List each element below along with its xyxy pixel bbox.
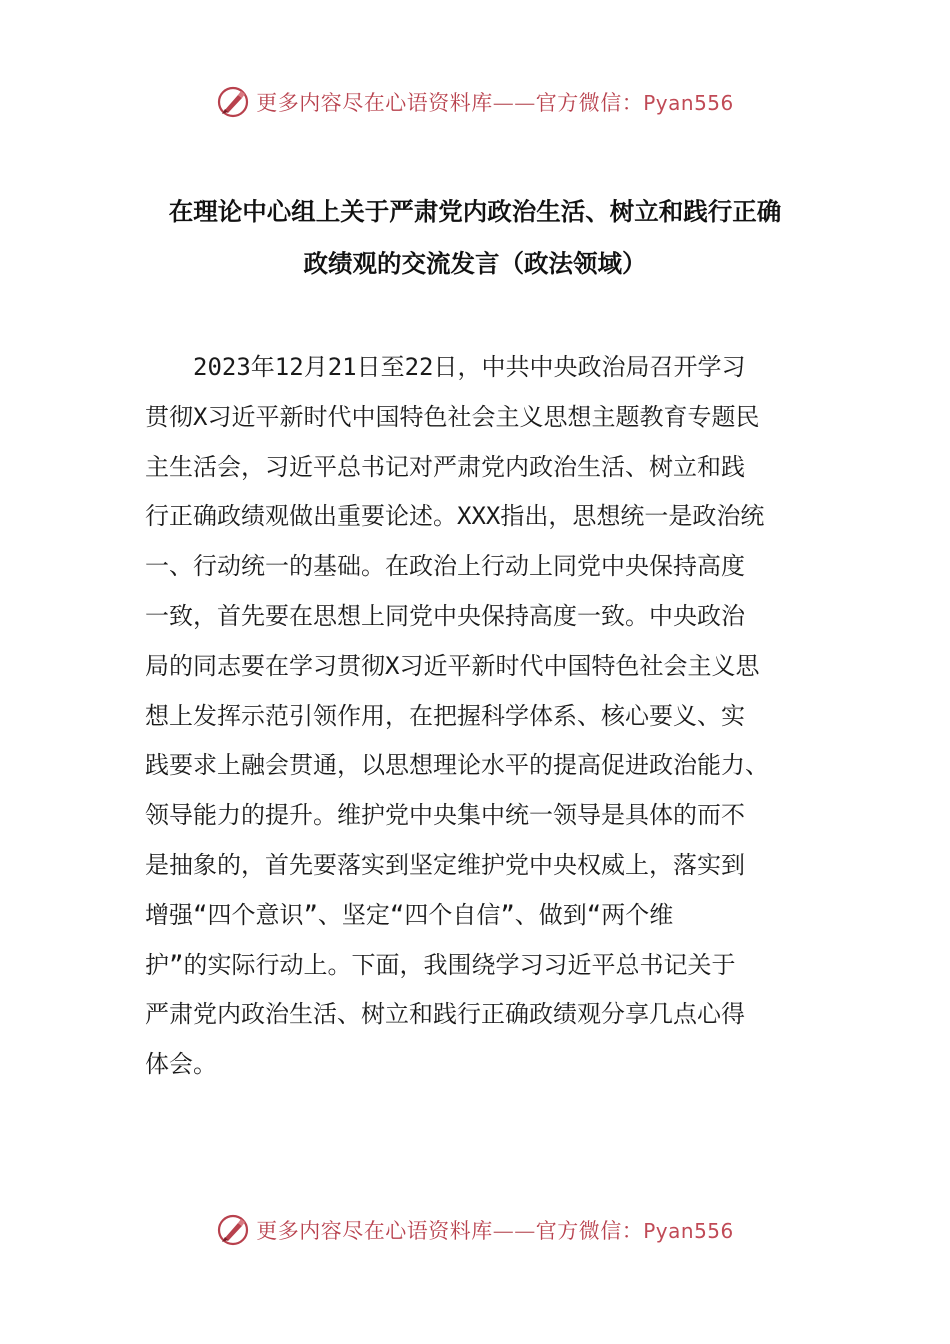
title-line-1: 在理论中心组上关于严肃党内政治生活、树立和践行正确	[168, 197, 782, 226]
document-title	[140, 186, 810, 290]
watermark-site-text: 更多内容尽在心语资料库	[256, 91, 493, 115]
watermark-dash: ——	[492, 91, 536, 115]
watermark-dash: ——	[492, 1219, 536, 1243]
watermark-account: Pyan556	[643, 1219, 734, 1243]
body-line: 一、行动统一的基础。在政治上行动上同党中央保持高度	[145, 552, 745, 581]
footer-watermark	[0, 1210, 950, 1250]
body-line: 增强“四个意识”、坚定“四个自信”、做到“两个维	[145, 900, 674, 929]
body-line: 局的同志要在学习贯彻X习近平新时代中国特色社会主义思	[145, 651, 760, 680]
body-line: 体会。	[145, 1050, 217, 1079]
pen-nib-logo-icon	[216, 85, 250, 119]
body-paragraph	[145, 343, 807, 1090]
body-line: 护”的实际行动上。下面，我围绕学习习近平总书记关于	[145, 950, 736, 979]
title-line-2: 政绩观的交流发言（政法领域）	[303, 249, 647, 278]
body-line: 2023年12月21日至22日，中共中央政治局召开学习	[145, 353, 746, 381]
body-line: 主生活会，习近平总书记对严肃党内政治生活、树立和践	[145, 452, 745, 481]
watermark-wechat-label: 官方微信：	[535, 1219, 644, 1243]
body-line: 贯彻X习近平新时代中国特色社会主义思想主题教育专题民	[145, 402, 760, 431]
watermark-wechat-label: 官方微信：	[535, 91, 644, 115]
body-line: 是抽象的，首先要落实到坚定维护党中央权威上，落实到	[145, 850, 745, 879]
body-line: 想上发挥示范引领作用，在把握科学体系、核心要义、实	[145, 701, 745, 730]
pen-nib-logo-icon	[216, 1213, 250, 1247]
body-line: 行正确政绩观做出重要论述。XXX指出，思想统一是政治统	[145, 502, 765, 531]
body-line: 一致，首先要在思想上同党中央保持高度一致。中央政治	[145, 601, 745, 630]
watermark-account: Pyan556	[643, 91, 734, 115]
header-watermark	[0, 82, 950, 122]
body-line: 践要求上融会贯通，以思想理论水平的提高促进政治能力、	[145, 751, 769, 780]
body-line: 严肃党内政治生活、树立和践行正确政绩观分享几点心得	[145, 1000, 745, 1029]
watermark-text	[256, 1215, 734, 1245]
watermark-text	[256, 87, 734, 117]
body-line: 领导能力的提升。维护党中央集中统一领导是具体的而不	[145, 801, 745, 830]
watermark-site-text: 更多内容尽在心语资料库	[256, 1219, 493, 1243]
